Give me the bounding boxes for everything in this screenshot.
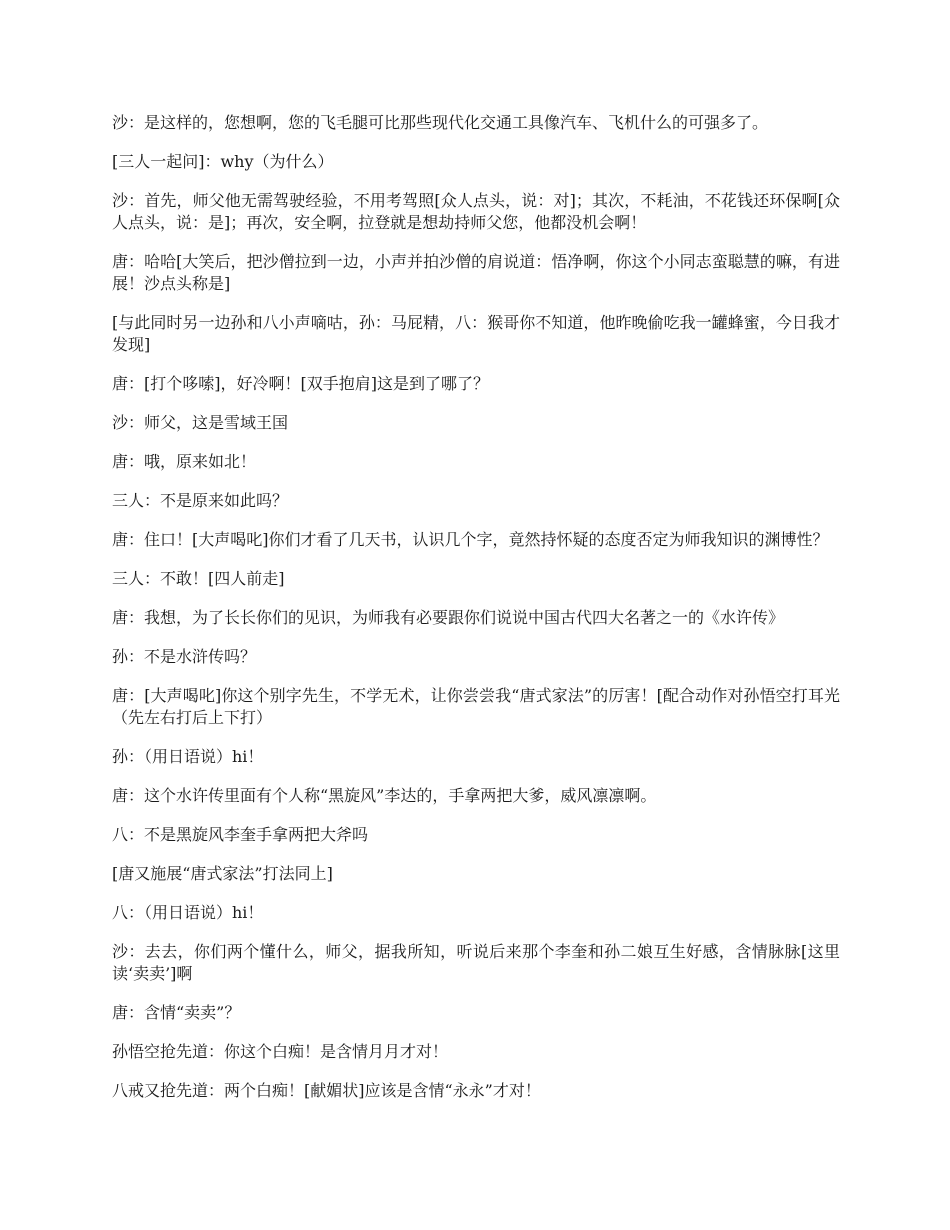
paragraph: 八戒又抢先道：两个白痴！[献媚状]应该是含情“永永”才对！ <box>112 1081 541 1100</box>
paragraph: [与此同时另一边孙和八小声嘀咕，孙：马屁精，八：猴哥你不知道，他昨晚偷吃我一罐蜂蜜，今日我才发现] <box>112 313 840 354</box>
paragraph: 八：（用日语说）hi！ <box>112 903 264 922</box>
paragraph: 唐：[打个哆嗦]，好冷啊！[双手抱肩]这是到了哪了？ <box>112 374 489 393</box>
paragraph: 沙：首先，师父他无需驾驶经验，不用考驾照[众人点头，说：对]；其次，不耗油，不花钱还环保啊[众人点头，说：是]；再次，安全啊，拉登就是想劫持师父您，他都没机会啊！ <box>112 191 840 232</box>
paragraph: 唐：哈哈[大笑后，把沙僧拉到一边，小声并拍沙僧的肩说道：悟净啊，你这个小同志蛮聪慧的嘛，有进展！沙点头称是] <box>112 252 840 293</box>
paragraph: 沙：师父，这是雪域王国 <box>112 413 289 432</box>
paragraph: [唐又施展“唐式家法”打法同上] <box>112 864 333 883</box>
paragraph: 三人：不是原来如此吗？ <box>112 491 289 510</box>
paragraph: 沙：去去，你们两个懂什么，师父，据我所知，听说后来那个李奎和孙二娘互生好感，含情脉脉[这里读‘卖卖’]啊 <box>112 942 840 983</box>
paragraph: [三人一起问]：why（为什么） <box>112 152 334 171</box>
paragraph: 三人：不敢！[四人前走] <box>112 569 285 588</box>
paragraph: 唐：[大声喝叱]你这个别字先生，不学无术，让你尝尝我“唐式家法”的厉害！[配合动作对孙悟空打耳光（先左右打后上下打） <box>112 686 840 727</box>
paragraph: 唐：这个水许传里面有个人称“黑旋风”李达的，手拿两把大爹，威风凛凛啊。 <box>112 786 657 805</box>
paragraph: 八：不是黑旋风李奎手拿两把大斧吗 <box>112 825 369 844</box>
paragraph: 孙：（用日语说）hi！ <box>112 747 264 766</box>
paragraph: 沙：是这样的，您想啊，您的飞毛腿可比那些现代化交通工具像汽车、飞机什么的可强多了。 <box>112 113 769 132</box>
paragraph: 孙：不是水浒传吗？ <box>112 647 257 666</box>
paragraph: 唐：哦，原来如北！ <box>112 452 257 471</box>
paragraph: 孙悟空抢先道：你这个白痴！是含情月月才对！ <box>112 1042 449 1061</box>
paragraph: 唐：含情“卖卖”？ <box>112 1003 241 1022</box>
paragraph: 唐：住口！[大声喝叱]你们才看了几天书，认识几个字，竟然持怀疑的态度否定为师我知识的渊博性？ <box>112 530 829 549</box>
paragraph: 唐：我想，为了长长你们的见识，为师我有必要跟你们说说中国古代四大名著之一的《水许传》 <box>112 608 785 627</box>
